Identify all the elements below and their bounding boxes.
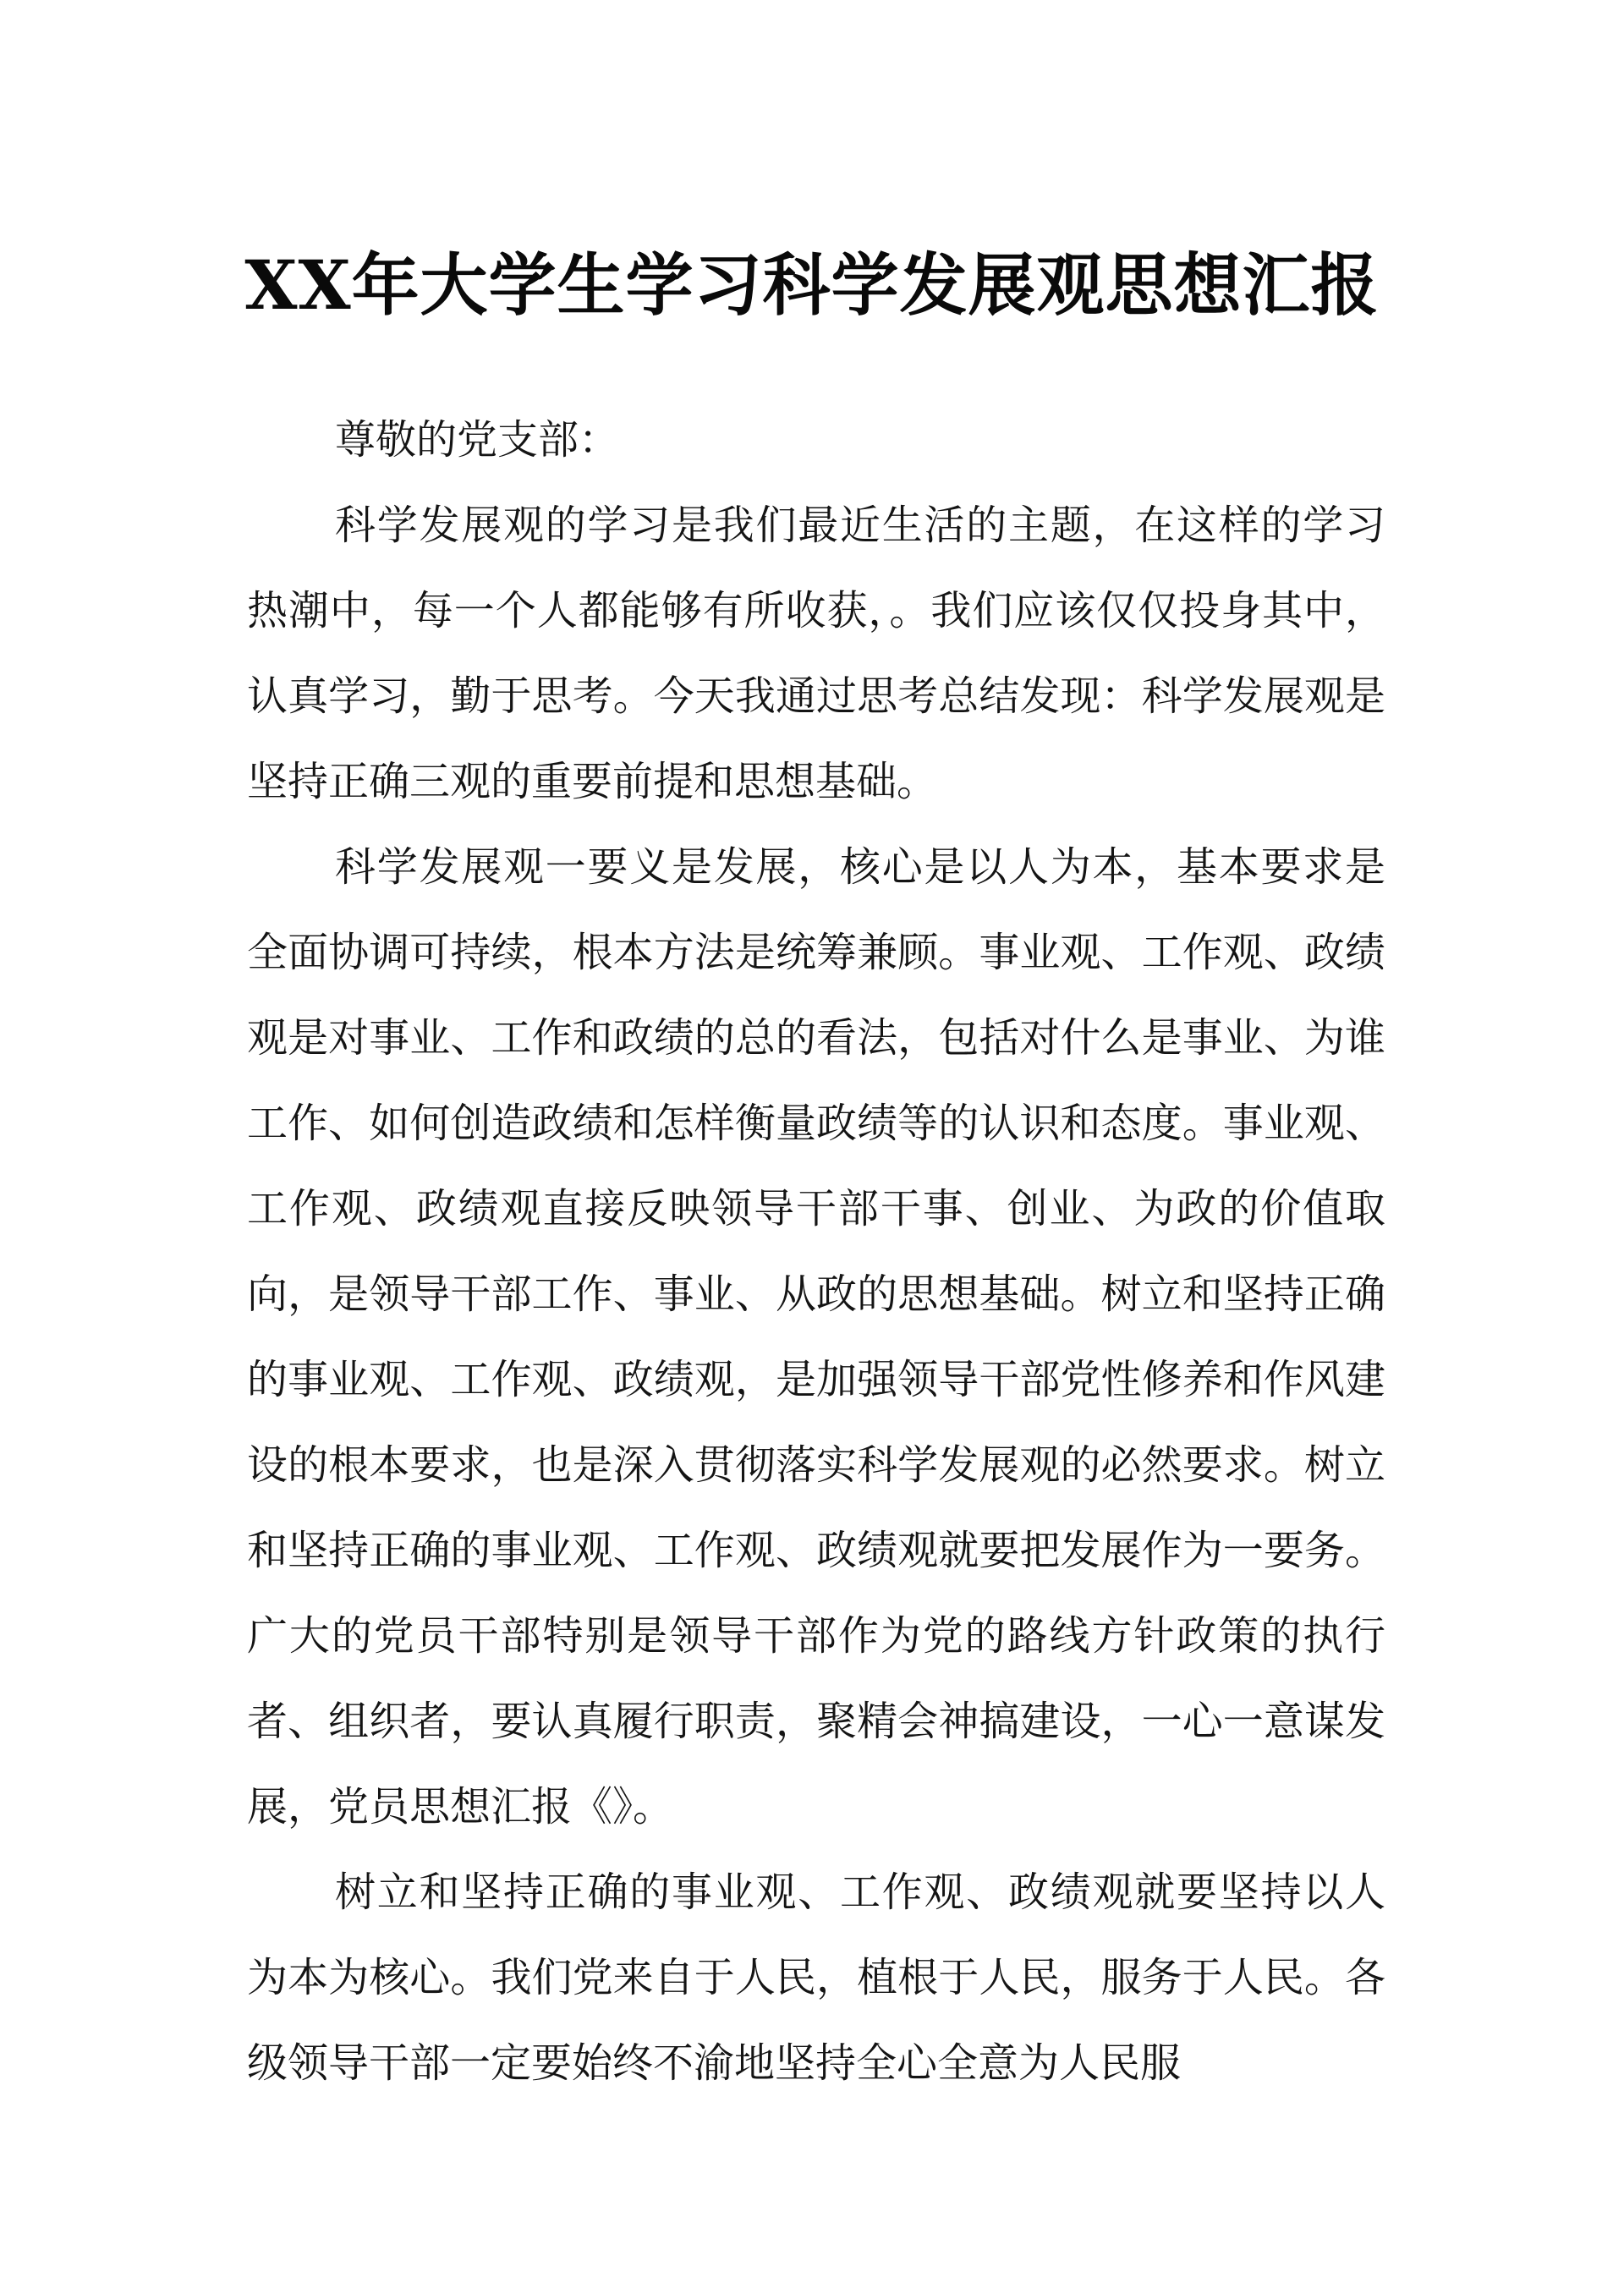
document-body (247, 398, 1385, 2106)
paragraph-1: 科学发展观的学习是我们最近生活的主题，在这样的学习热潮中，每一个人都能够有所收获，。我们应该仅仅投身其中，认真学习，勤于思考。今天我通过思考总结发现：科学发展观是坚持正确三观的重要前提和思想基础。 (247, 502, 1385, 805)
document-title: XX年大学生学习科学发展观思想汇报 (244, 244, 1380, 325)
salutation: 尊敬的党支部： (335, 416, 620, 464)
paragraph-2: 科学发展观一要义是发展，核心是以人为本，基本要求是全面协调可持续，根本方法是统筹兼顾。事业观、工作观、政绩观是对事业、工作和政绩的总的看法，包括对什么是事业、为谁工作、如何创造政绩和怎样衡量政绩等的认识和态度。事业观、工作观、政绩观直接反映领导干部干事、创业、为政的价值取向，是领导干部工作、事业、从政的思想基础。树立和坚持正确的事业观、工作观、政绩观，是加强领导干部党性修养和作风建设的根本要求，也是深入贯彻落实科学发展观的必然要求。树立和坚持正确的事业观、工作观、政绩观就要把发展作为一要务。广大的党员干部特别是领导干部作为党的路线方针政策的执行者、组织者，要认真履行职责，聚精会神搞建设，一心一意谋发展，党员思想汇报《》。 (247, 843, 1385, 1830)
paragraph-3: 树立和坚持正确的事业观、工作观、政绩观就要坚持以人为本为核心。我们党来自于人民，植根于人民，服务于人民。各级领导干部一定要始终不渝地坚持全心全意为人民服 (247, 1869, 1385, 2087)
